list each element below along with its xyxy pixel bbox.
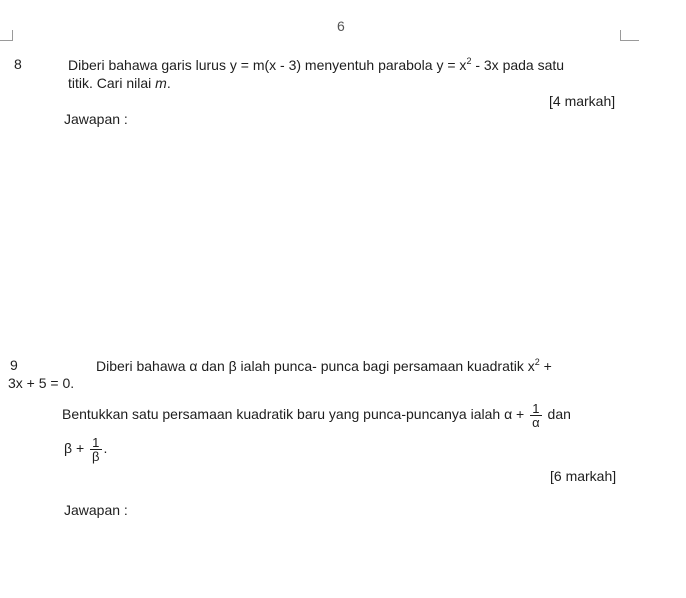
question-text-line2: 3x + 5 = 0. xyxy=(8,375,75,391)
text-segment: Diberi bahawa garis lurus xyxy=(68,57,230,73)
parabola-equation: $y = x^2 - 3x$ xyxy=(436,56,499,73)
question-number: 9 xyxy=(10,357,18,373)
text-segment: pada satu xyxy=(498,57,565,73)
marks-label: [4 markah] xyxy=(549,93,616,109)
page-number: 6 xyxy=(337,18,345,34)
line-equation: y = m(x - 3) xyxy=(229,57,302,73)
question-text: Diberi bahawa α dan β ialah punca- punca bagi persamaan kuadratik $x^2$ + xyxy=(96,357,552,374)
quadratic-term: $x^2$ + xyxy=(527,357,552,374)
answer-label: Jawapan : xyxy=(64,111,128,127)
crop-mark-right xyxy=(620,30,639,41)
text-segment: menyentuh parabola xyxy=(301,57,437,73)
alpha-expression: α + $\frac{1}{\alpha}$ xyxy=(504,401,540,430)
question-text-line2: titik. Cari nilai m. xyxy=(68,75,171,91)
and-word: dan xyxy=(547,406,571,423)
question-text-line3: Bentukkan satu persamaan kuadratik baru yang punca-puncanya ialah α + $\frac{1}{\alpha}$ dan xyxy=(62,401,571,430)
question-text xyxy=(68,56,620,73)
crop-mark-left xyxy=(0,30,13,41)
beta-expression: β + $\frac{1}{\beta}$ . xyxy=(64,435,108,464)
variable-m: m xyxy=(155,75,167,91)
question-number: 8 xyxy=(14,56,22,72)
marks-label: [6 markah] xyxy=(550,468,617,484)
answer-label: Jawapan : xyxy=(64,502,128,518)
